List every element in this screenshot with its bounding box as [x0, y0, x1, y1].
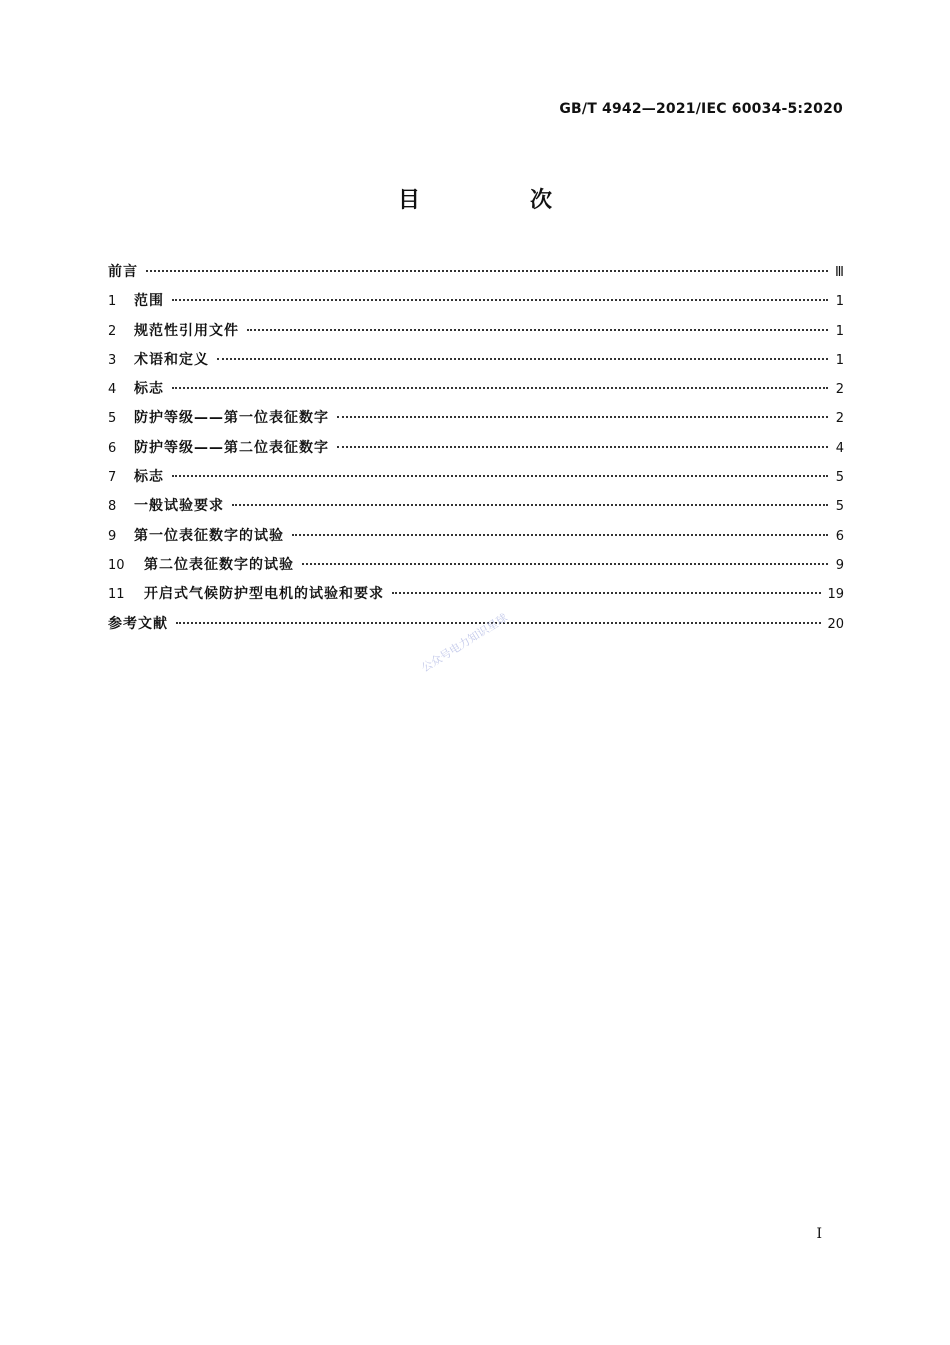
toc-entry-2[interactable] [108, 320, 844, 349]
toc-entry-page: Ⅲ [835, 265, 844, 280]
toc-leader-dots [337, 416, 828, 418]
toc-entry-number: 8 [108, 499, 117, 515]
toc-entry-9[interactable] [108, 525, 844, 554]
toc-entry-foreword[interactable] [108, 261, 844, 290]
toc-entry-6[interactable] [108, 437, 844, 466]
toc-leader-dots [302, 563, 828, 565]
toc-entry-number: 3 [108, 352, 117, 368]
toc-entry-8[interactable] [108, 495, 844, 524]
toc-entry-4[interactable] [108, 378, 844, 407]
toc-entry-label: 前言 [108, 264, 138, 280]
toc-entry-page: 2 [835, 382, 844, 398]
toc-entry-11[interactable] [108, 583, 844, 612]
toc-leader-dots [217, 358, 828, 360]
toc-leader-dots [337, 446, 828, 448]
toc-entry-1[interactable] [108, 290, 844, 319]
toc-entry-page: 19 [827, 587, 844, 603]
watermark-text: 公众号电力知识星球 [419, 611, 510, 675]
table-of-contents [108, 261, 844, 642]
toc-leader-dots [232, 504, 828, 506]
toc-entry-label: 术语和定义 [134, 351, 209, 368]
toc-entry-label: 开启式气候防护型电机的试验和要求 [144, 586, 384, 603]
toc-entry-number: 1 [108, 294, 117, 310]
toc-entry-page: 1 [835, 294, 844, 310]
toc-entry-label: 防护等级——第一位表征数字 [134, 410, 329, 427]
toc-entry-label: 第一位表征数字的试验 [134, 527, 284, 544]
toc-entry-label: 参考文献 [108, 615, 168, 632]
toc-entry-3[interactable] [108, 349, 844, 378]
toc-entry-page: 4 [835, 440, 844, 456]
toc-entry-number: 10 [108, 557, 125, 573]
toc-entry-number: 5 [108, 411, 117, 427]
toc-entry-label: 标志 [134, 469, 164, 486]
toc-entry-number: 4 [108, 382, 117, 398]
toc-leader-dots [146, 270, 828, 272]
toc-entry-number: 11 [108, 587, 125, 603]
toc-entry-page: 6 [835, 528, 844, 544]
toc-entry-page: 1 [835, 323, 844, 339]
toc-entry-number: 2 [108, 323, 117, 339]
toc-leader-dots [247, 329, 828, 331]
toc-entry-label: 范围 [134, 293, 164, 310]
toc-entry-label: 一般试验要求 [134, 498, 224, 515]
toc-leader-dots [392, 592, 821, 594]
toc-entry-5[interactable] [108, 407, 844, 436]
toc-entry-page: 5 [835, 499, 844, 515]
page-number: I [816, 1226, 822, 1242]
toc-entry-label: 防护等级——第二位表征数字 [134, 439, 329, 456]
toc-leader-dots [172, 299, 828, 301]
toc-entry-label: 标志 [134, 381, 164, 398]
toc-entry-label: 第二位表征数字的试验 [144, 556, 294, 573]
toc-entry-page: 9 [835, 557, 844, 573]
toc-entry-7[interactable] [108, 466, 844, 495]
toc-entry-label: 规范性引用文件 [134, 322, 239, 339]
toc-entry-page: 1 [835, 352, 844, 368]
toc-entry-page: 5 [835, 470, 844, 486]
toc-entry-number: 6 [108, 440, 117, 456]
toc-leader-dots [292, 534, 828, 536]
toc-entry-page: 20 [827, 616, 844, 632]
toc-entry-number: 7 [108, 470, 117, 486]
toc-entry-page: 2 [835, 411, 844, 427]
toc-leader-dots [172, 475, 828, 477]
page-title: 目 次 [397, 188, 596, 213]
toc-entry-number: 9 [108, 528, 117, 544]
toc-leader-dots [172, 387, 828, 389]
standard-number-header: GB/T 4942—2021/IEC 60034-5:2020 [559, 101, 843, 117]
toc-entry-10[interactable] [108, 554, 844, 583]
